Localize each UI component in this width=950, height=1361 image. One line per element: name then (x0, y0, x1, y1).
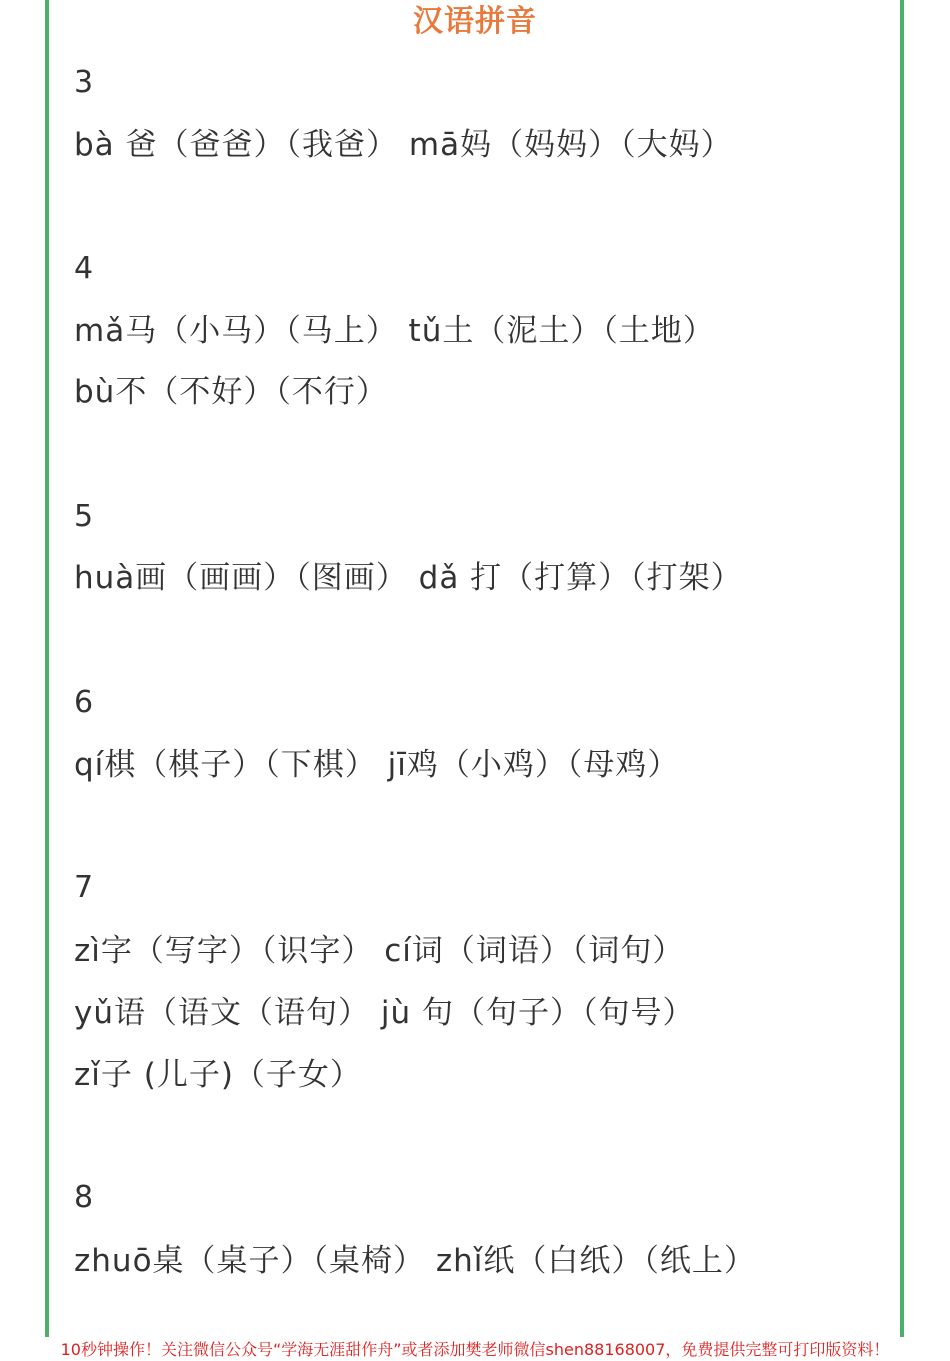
footer-notice: 10秒钟操作！关注微信公众号“学海无涯甜作舟”或者添加樊老师微信shen88168007，免费提供完整可打印版资料！ (60, 1340, 890, 1359)
lesson-line: zhuō桌（桌子）（桌椅） zhǐ纸（白纸）（纸上） (74, 1243, 756, 1279)
lesson-line: bù不（不好）（不行） (74, 374, 388, 410)
lesson-number: 3 (74, 65, 94, 100)
lesson-line: yǔ语（语文（语句） jù 句（句子）（句号） (74, 995, 695, 1031)
right-border (900, 0, 904, 1337)
lesson-number: 8 (74, 1180, 94, 1215)
page-title: 汉语拼音 (413, 4, 537, 39)
lesson-line: zì字（写字）（识字） cí词（词语）（词句） (74, 933, 685, 969)
lesson-line: bà 爸（爸爸）（我爸） mā妈（妈妈）（大妈） (74, 127, 733, 163)
lesson-line: mǎ马（小马）（马上） tǔ土（泥土）（土地） (74, 313, 715, 349)
lesson-number: 7 (74, 870, 94, 905)
lesson-number: 5 (74, 499, 94, 534)
lesson-line: huà画（画画）（图画） dǎ 打（打算）（打架） (74, 560, 743, 596)
left-border (45, 0, 49, 1337)
lesson-line: qí棋（棋子）（下棋） jī鸡（小鸡）（母鸡） (74, 747, 680, 783)
lesson-number: 6 (74, 685, 94, 720)
lesson-number: 4 (74, 251, 94, 286)
lesson-line: zǐ子 (儿子)（子女） (74, 1057, 362, 1093)
